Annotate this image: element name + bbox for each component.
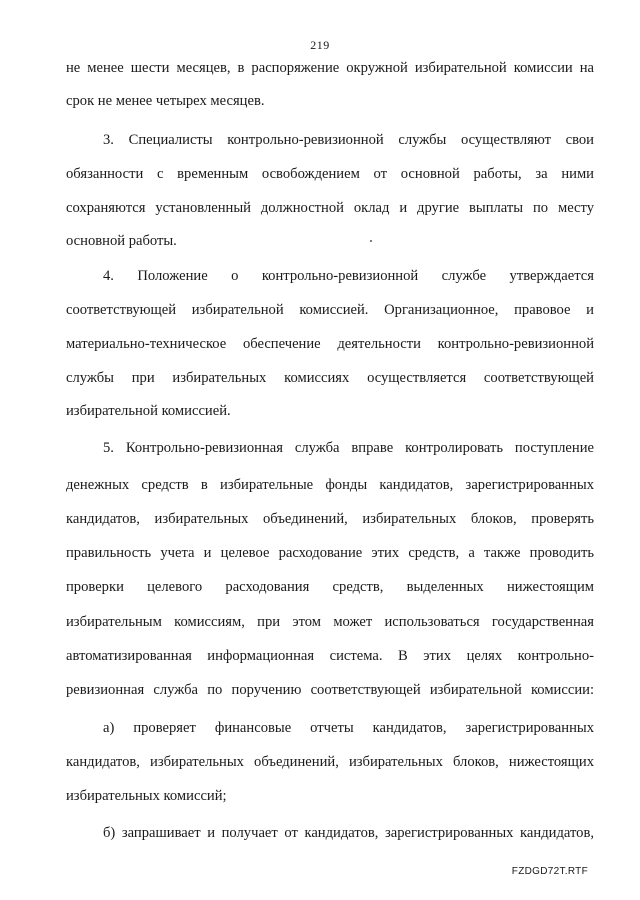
text-line-6: основной работы. [66, 233, 177, 249]
text-line-15: правильность учета и целевое расходование этих средств, а также проводить [66, 545, 594, 561]
scan-speck [370, 240, 372, 242]
text-line-13: денежных средств в избирательные фонды кандидатов, зарегистрированных [66, 477, 594, 493]
text-line-19: ревизионная служба по поручению соответствующей избирательной комиссии: [66, 682, 594, 698]
text-line-23: б) запрашивает и получает от кандидатов, зарегистрированных кандидатов, [103, 825, 594, 841]
text-line-14: кандидатов, избирательных объединений, избирательных блоков, проверять [66, 511, 594, 527]
text-line-11: избирательной комиссией. [66, 403, 231, 419]
file-name-footer: FZDGD72T.RTF [511, 866, 588, 877]
text-line-1: не менее шести месяцев, в распоряжение окружной избирательной комиссии на [66, 60, 594, 76]
text-line-18: автоматизированная информационная система. В этих целях контрольно- [66, 648, 594, 664]
text-line-16: проверки целевого расходования средств, выделенных нижестоящим [66, 579, 594, 595]
text-line-5: сохраняются установленный должностной оклад и другие выплаты по месту [66, 200, 594, 216]
text-line-8: соответствующей избирательной комиссией. Организационное, правовое и [66, 302, 594, 318]
text-line-2: срок не менее четырех месяцев. [66, 93, 265, 109]
text-line-9: материально-техническое обеспечение деятельности контрольно-ревизионной [66, 336, 594, 352]
text-line-22: избирательных комиссий; [66, 788, 227, 804]
text-line-21: кандидатов, избирательных объединений, избирательных блоков, нижестоящих [66, 754, 594, 770]
text-line-4: обязанности с временным освобождением от основной работы, за ними [66, 166, 594, 182]
text-line-17: избирательным комиссиям, при этом может использоваться государственная [66, 614, 594, 630]
text-line-7: 4. Положение о контрольно-ревизионной службе утверждается [103, 268, 594, 284]
text-line-10: службы при избирательных комиссиях осуществляется соответствующей [66, 370, 594, 386]
page-number: 219 [310, 38, 330, 52]
text-line-12: 5. Контрольно-ревизионная служба вправе контролировать поступление [103, 440, 594, 456]
text-line-3: 3. Специалисты контрольно-ревизионной службы осуществляют свои [103, 132, 594, 148]
text-line-20: а) проверяет финансовые отчеты кандидатов, зарегистрированных [103, 720, 594, 736]
